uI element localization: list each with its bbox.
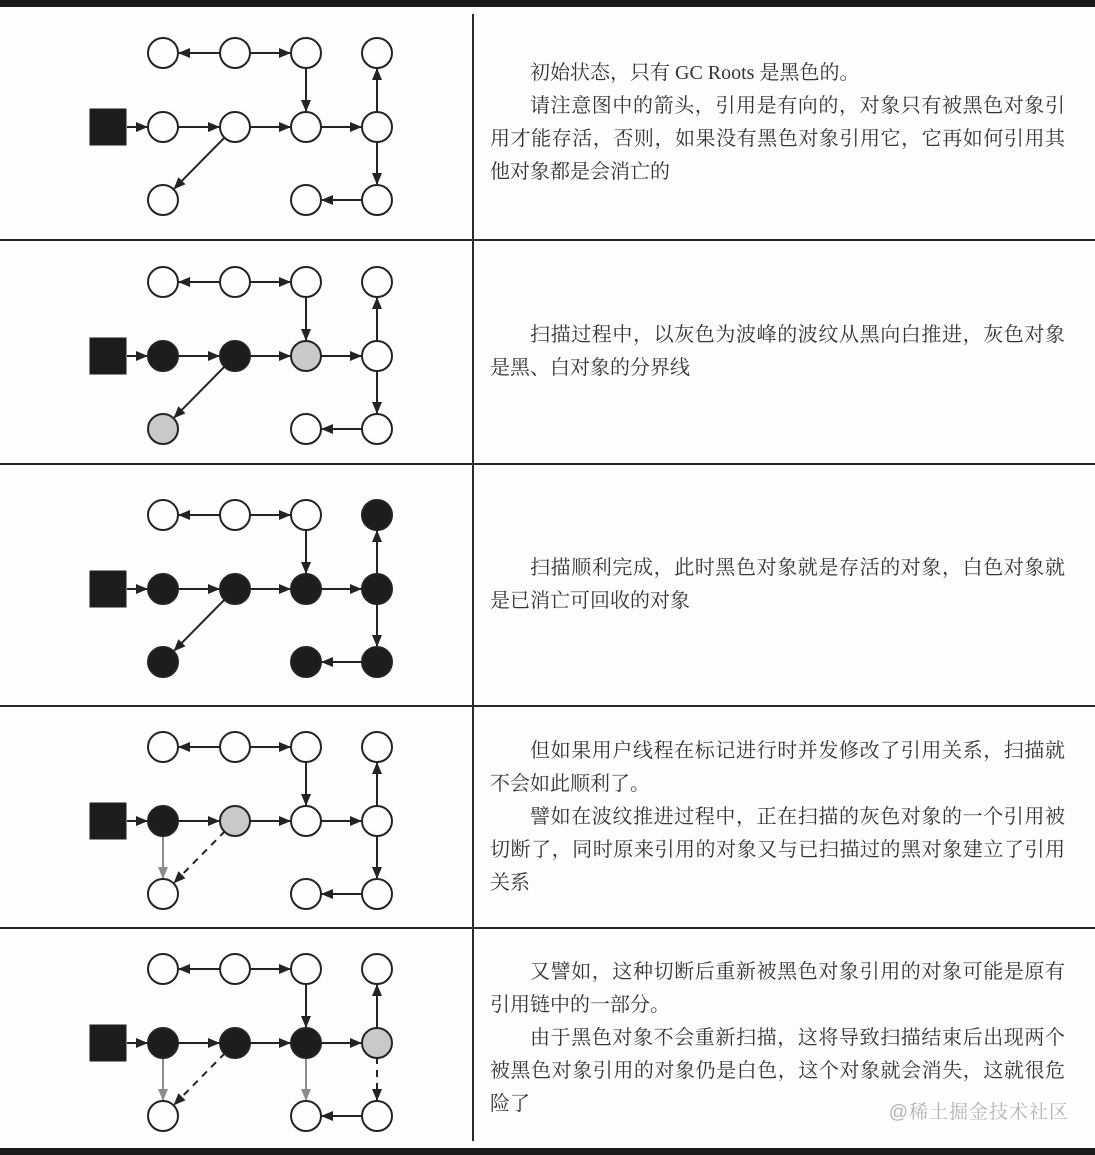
object-node-a-black: [148, 341, 178, 371]
object-node-b-black: [220, 574, 250, 604]
object-node-g-black: [362, 647, 392, 677]
row-scan-complete: [0, 463, 1095, 705]
text-cell-scanning: [474, 241, 1095, 463]
object-node-t1-white: [148, 500, 178, 530]
object-node-g-white: [362, 879, 392, 909]
object-node-t4-white: [362, 732, 392, 762]
diagram-cell-initial-state: [0, 7, 474, 239]
object-node-g-white: [362, 414, 392, 444]
object-node-t3-white: [291, 954, 321, 984]
diagram-cell-concurrent-modification: [0, 707, 474, 927]
object-node-t3-white: [291, 267, 321, 297]
object-node-f-white: [291, 879, 321, 909]
paragraph: 但如果用户线程在标记进行时并发修改了引用关系，扫描就不会如此顺利了。: [490, 739, 1065, 795]
object-node-a-black: [148, 806, 178, 836]
object-node-e-white: [148, 185, 178, 215]
object-node-b-white: [220, 112, 250, 142]
object-node-d-white: [362, 341, 392, 371]
object-node-a-black: [148, 574, 178, 604]
object-node-e-black: [148, 647, 178, 677]
object-graph-initial-state: [1, 15, 473, 231]
object-node-t1-white: [148, 732, 178, 762]
object-node-c-black: [291, 574, 321, 604]
gc-roots-square: [90, 803, 127, 840]
reference-arrow-B-E: [174, 599, 225, 651]
object-node-t2-white: [220, 500, 250, 530]
object-node-t4-white: [362, 954, 392, 984]
paragraph: 由于黑色对象不会重新扫描，这将导致扫描结束后出现两个被黑色对象引用的对象仍是白色，这个对象就会消失，这就很危险了: [490, 1027, 1065, 1115]
paragraph: 请注意图中的箭头，引用是有向的，对象只有被黑色对象引用才能存活，否则，如果没有黑色对象引用它，它再如何引用其他对象都是会消亡的: [490, 95, 1065, 183]
object-node-t2-white: [220, 267, 250, 297]
object-node-c-black: [291, 1028, 321, 1058]
object-node-e-white: [148, 1101, 178, 1131]
row-initial-state: [0, 7, 1095, 239]
object-graph-scanning: [1, 244, 473, 460]
gc-roots-square: [90, 338, 127, 375]
paragraph: 初始状态，只有 GC Roots 是黑色的。: [530, 62, 860, 84]
reference-arrow-B-E: [174, 137, 225, 189]
object-node-c-white: [291, 112, 321, 142]
reference-arrow-B-E: [174, 366, 225, 418]
object-node-t3-white: [291, 500, 321, 530]
object-node-t3-white: [291, 38, 321, 68]
object-node-b-black: [220, 341, 250, 371]
paragraph: 又譬如，这种切断后重新被黑色对象引用的对象可能是原有引用链中的一部分。: [490, 961, 1065, 1016]
object-node-d-black: [362, 574, 392, 604]
object-node-t4-white: [362, 267, 392, 297]
object-node-t1-white: [148, 38, 178, 68]
object-node-g-white: [362, 185, 392, 215]
object-node-f-white: [291, 185, 321, 215]
object-graph-object-lost: [1, 931, 473, 1147]
paragraph: 譬如在波纹推进过程中，正在扫描的灰色对象的一个引用被切断了，同时原来引用的对象又与已扫描过的黑对象建立了引用关系: [490, 805, 1065, 894]
juejin-watermark: @稀土掘金技术社区: [888, 1102, 1069, 1123]
object-node-t4-black: [362, 500, 392, 530]
column-divider-line: [472, 14, 474, 1141]
object-node-f-black: [291, 647, 321, 677]
object-node-t1-white: [148, 954, 178, 984]
object-graph-scan-complete: [1, 477, 473, 693]
object-node-g-white: [362, 1101, 392, 1131]
object-node-a-white: [148, 112, 178, 142]
gc-roots-square: [90, 1024, 127, 1061]
object-node-b-black: [220, 1028, 250, 1058]
object-node-t2-white: [220, 732, 250, 762]
paragraph: 扫描顺利完成，此时黑色对象就是存活的对象，白色对象就是已消亡可回收的对象: [490, 557, 1065, 612]
object-node-e-white: [148, 879, 178, 909]
reference-arrow-B-E-cut: [174, 831, 225, 883]
object-node-a-black: [148, 1028, 178, 1058]
diagram-cell-scan-complete: [0, 465, 474, 705]
diagram-cell-object-lost: [0, 929, 474, 1148]
object-node-t1-white: [148, 267, 178, 297]
object-graph-concurrent-modification: [1, 709, 473, 925]
reference-arrow-B-E-cut: [174, 1052, 225, 1104]
object-node-d-white: [362, 112, 392, 142]
text-cell-scan-complete: [474, 465, 1095, 705]
paragraph: 扫描过程中，以灰色为波峰的波纹从黑向白推进，灰色对象是黑、白对象的分界线: [490, 324, 1065, 379]
object-node-f-white: [291, 1101, 321, 1131]
object-node-d-white: [362, 806, 392, 836]
object-node-b-gray: [220, 806, 250, 836]
row-scanning-in-progress: [0, 239, 1095, 463]
object-node-t2-white: [220, 954, 250, 984]
object-node-t2-white: [220, 38, 250, 68]
object-node-f-white: [291, 414, 321, 444]
object-node-d-gray: [362, 1028, 392, 1058]
object-node-e-gray: [148, 414, 178, 444]
diagram-cell-scanning: [0, 241, 474, 463]
text-cell-initial-state: [474, 7, 1095, 239]
object-node-t4-white: [362, 38, 392, 68]
gc-roots-square: [90, 571, 127, 608]
row-concurrent-modification: [0, 705, 1095, 927]
gc-roots-square: [90, 109, 127, 146]
object-node-c-gray: [291, 341, 321, 371]
object-node-t3-white: [291, 732, 321, 762]
object-node-c-white: [291, 806, 321, 836]
text-cell-concurrent-modification: [474, 707, 1095, 927]
